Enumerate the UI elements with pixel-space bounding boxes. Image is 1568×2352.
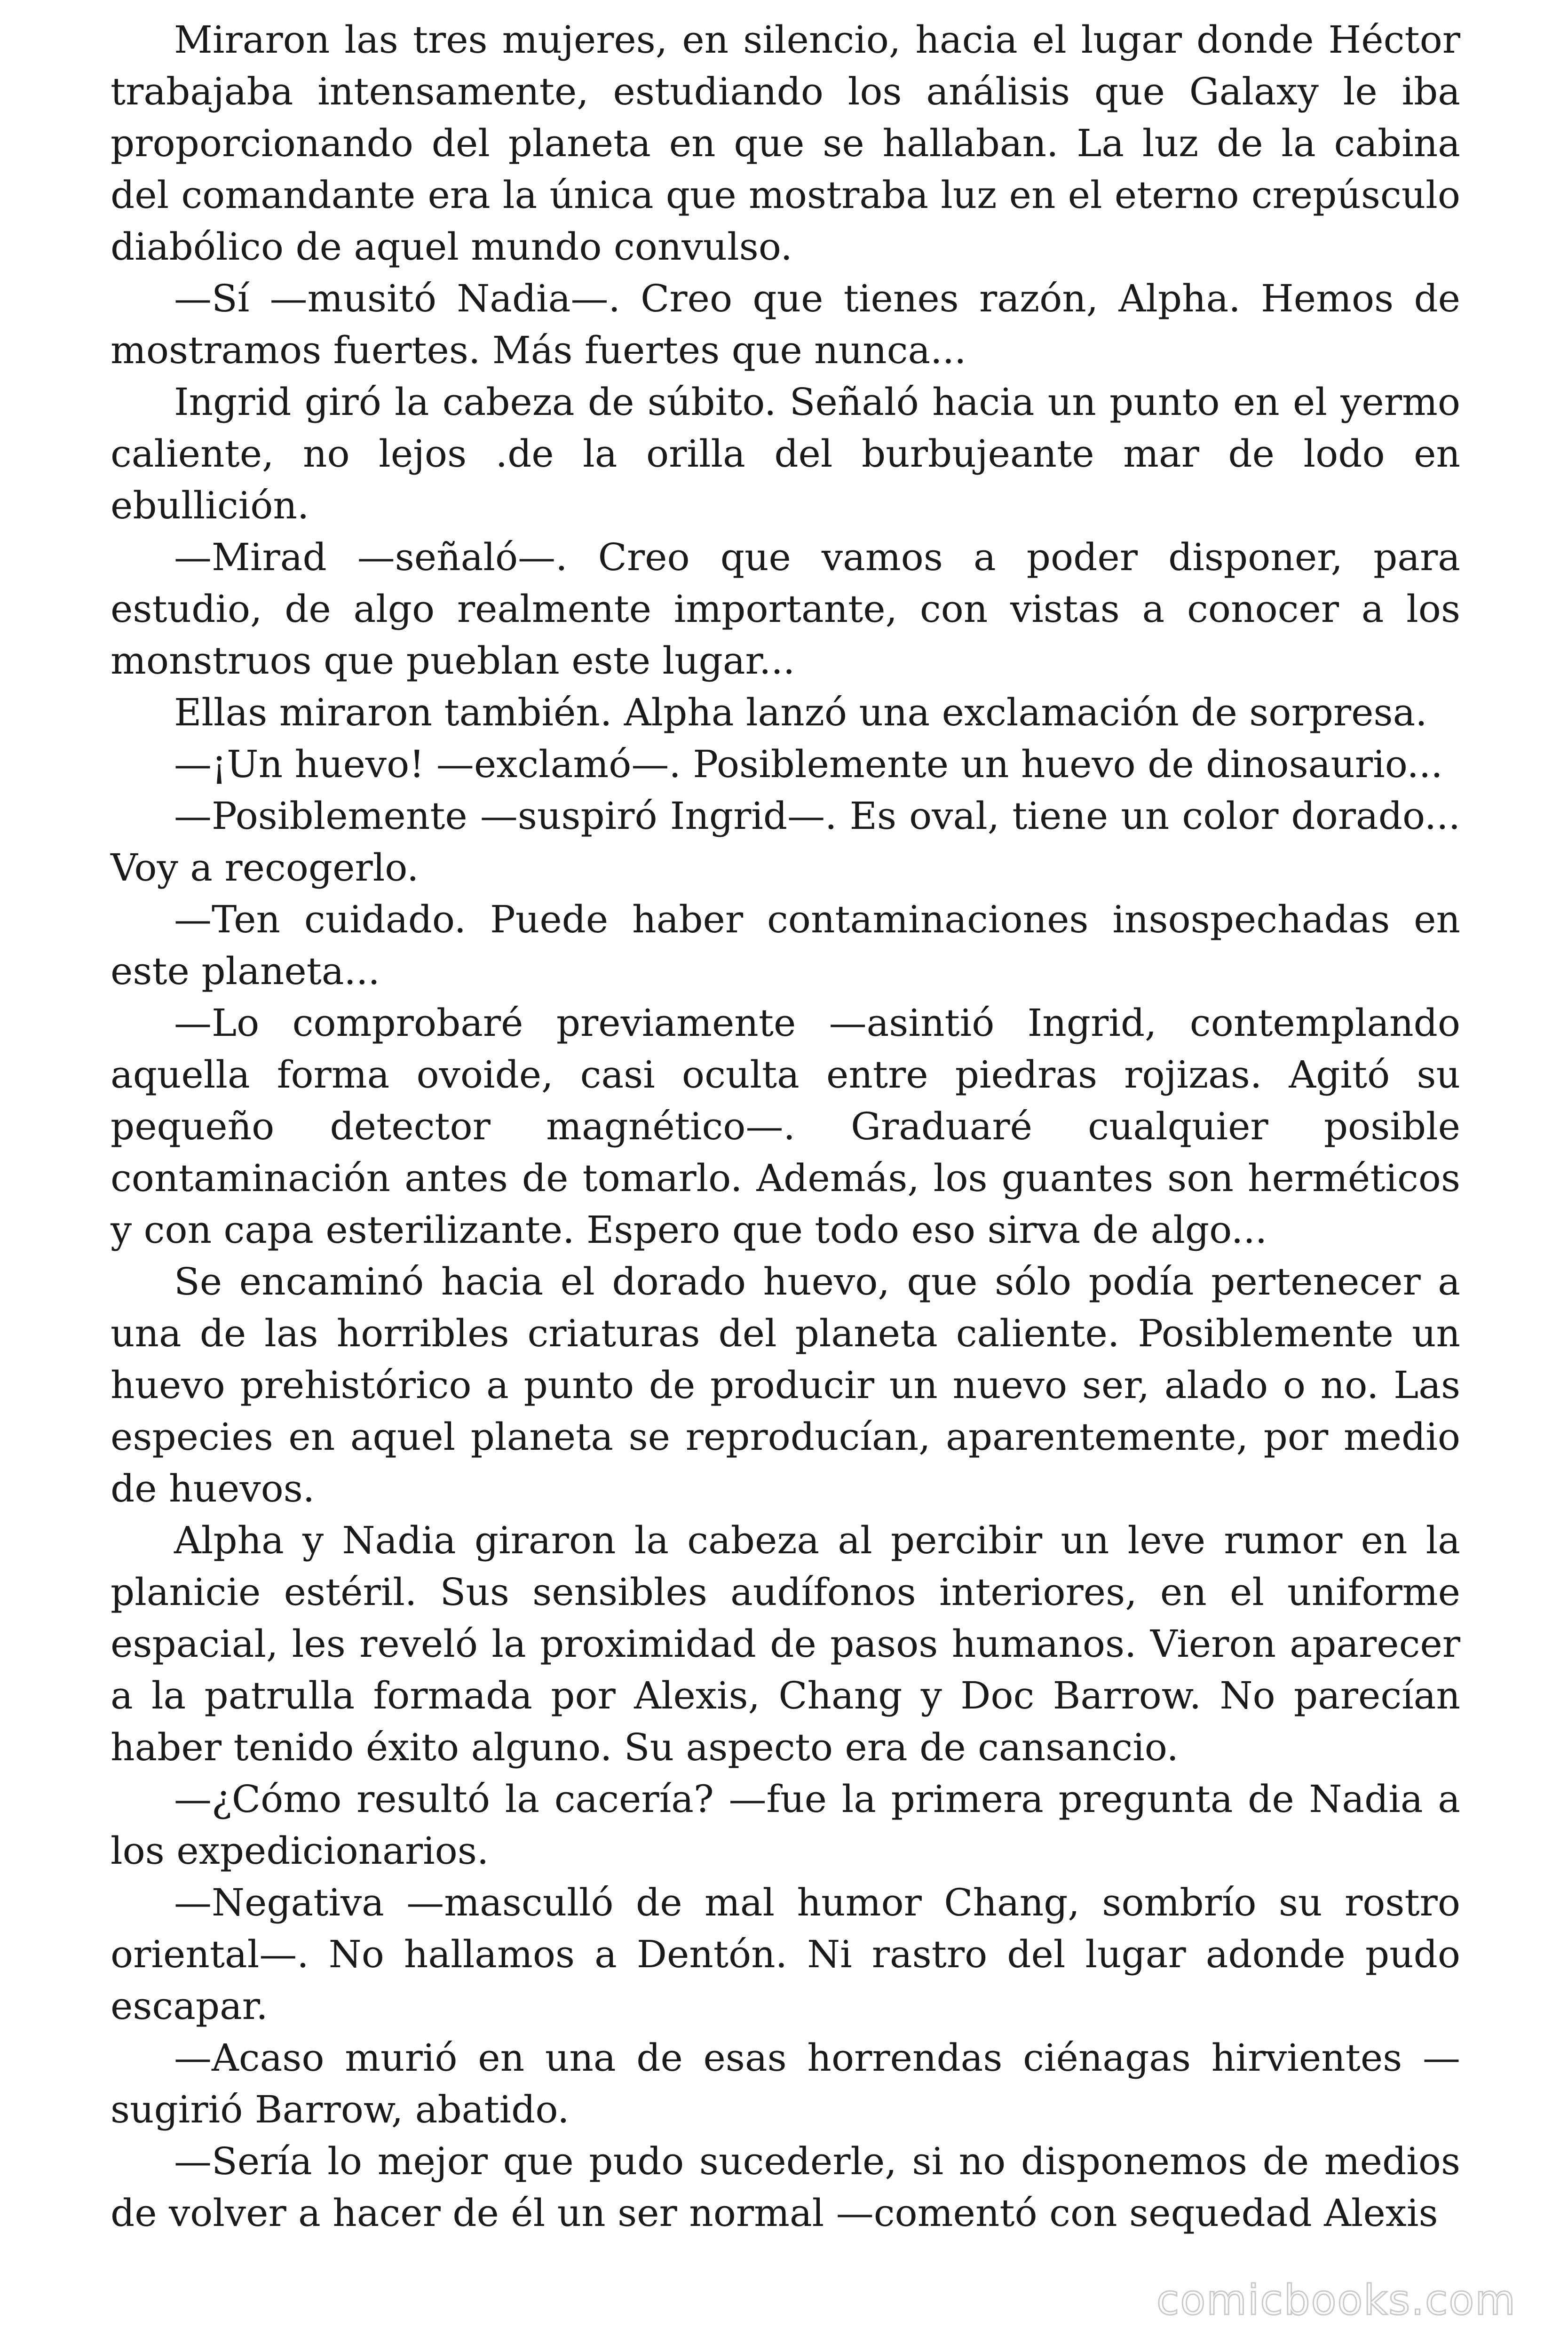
paragraph: —Mirad —señaló—. Creo que vamos a poder disponer, para estudio, de algo realmente importante, con vistas a conocer a los monstruos que pueblan este lugar...: [111, 535, 1460, 683]
paragraph: Ellas miraron también. Alpha lanzó una exclamación de sorpresa.: [174, 691, 1427, 734]
paragraph: Se encaminó hacia el dorado huevo, que sólo podía pertenecer a una de las horribles criaturas del planeta caliente. Posiblemente un huevo prehistórico a punto de producir un nuevo ser, alado o no. Las especies en aquel planeta se reproducían, aparentemente, por medio de huevos.: [111, 1260, 1460, 1510]
paragraph: —Sí —musitó Nadia—. Creo que tienes razón, Alpha. Hemos de mostramos fuertes. Más fuertes que nunca...: [111, 277, 1460, 372]
paragraph: —Negativa —masculló de mal humor Chang, sombrío su rostro oriental—. No hallamos a Dentón. Ni rastro del lugar adonde pudo escapar.: [111, 1881, 1460, 2028]
paragraph: —¿Cómo resultó la cacería? —fue la primera pregunta de Nadia a los expedicionarios.: [111, 1777, 1460, 1873]
paragraph: —Acaso murió en una de esas horrendas ciénagas hirvientes —sugirió Barrow, abatido.: [111, 2036, 1460, 2131]
paragraph: —Ten cuidado. Puede haber contaminaciones insospechadas en este planeta...: [111, 898, 1460, 993]
paragraph: —Sería lo mejor que pudo sucederle, si no disponemos de medios de volver a hacer de él un ser normal —comentó con sequedad Alexis: [111, 2139, 1460, 2235]
book-page: [111, 14, 1460, 2319]
paragraph: Alpha y Nadia giraron la cabeza al percibir un leve rumor en la planicie estéril. Sus sensibles audífonos interiores, en el uniforme espacial, les reveló la proximidad de pasos humanos. Vieron aparecer a la patrulla formada por Alexis, Chang y Doc Barrow. No parecían haber tenido éxito alguno. Su aspecto era de cansancio.: [111, 1518, 1460, 1769]
paragraph: —¡Un huevo! —exclamó—. Posiblemente un huevo de dinosaurio...: [174, 742, 1443, 786]
paragraph: Ingrid giró la cabeza de súbito. Señaló hacia un punto en el yermo caliente, no lejos .de la orilla del burbujeante mar de lodo en ebullición.: [111, 380, 1460, 527]
watermark: comicbooks.com: [1156, 2276, 1516, 2324]
paragraph: —Lo comprobaré previamente —asintió Ingrid, contemplando aquella forma ovoide, casi oculta entre piedras rojizas. Agitó su pequeño detector magnético—. Graduaré cualquier posible contaminación antes de tomarlo. Además, los guantes son herméticos y con capa esterilizante. Espero que todo eso sirva de algo...: [111, 1001, 1460, 1252]
paragraph: Miraron las tres mujeres, en silencio, hacia el lugar donde Héctor trabajaba intensamente, estudiando los análisis que Galaxy le iba proporcionando del planeta en que se hallaban. La luz de la cabina del comandante era la única que mostraba luz en el eterno crepúsculo diabólico de aquel mundo convulso.: [111, 18, 1460, 269]
paragraph: —Posiblemente —suspiró Ingrid—. Es oval, tiene un color dorado... Voy a recogerlo.: [111, 794, 1460, 890]
